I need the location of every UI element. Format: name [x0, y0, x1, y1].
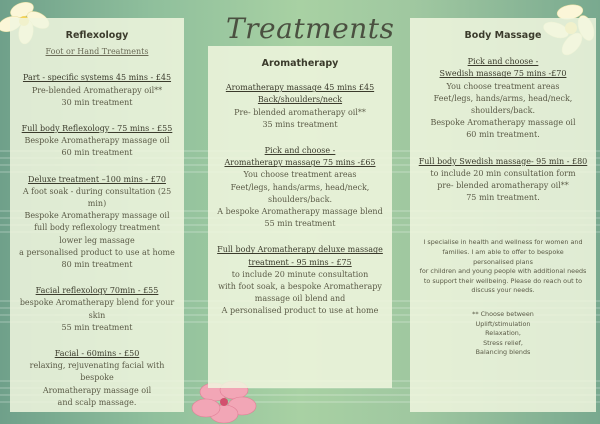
treatment-line: Pre-blended Aromatherapy oil**: [31, 85, 163, 95]
treatment-line: 55 min treatment: [61, 322, 133, 332]
treatment-title: Pick and choose -: [467, 57, 539, 67]
treatment-title: Back/shoulders/neck: [257, 95, 343, 105]
treatment-line: Bespoke Aromatherapy massage oil: [24, 136, 170, 146]
treatment-line: 60 min treatment: [61, 148, 133, 158]
treatment-line: shoulders/back.: [267, 194, 333, 204]
treatment-line: A foot soak - during consultation (25 min): [22, 186, 172, 209]
about-line: to support their wellbeing. Please do reach out to: [423, 276, 583, 285]
treatment-item: [14, 174, 180, 272]
treatment-item: [14, 123, 180, 160]
treatment-line: 60 min treatment.: [466, 130, 540, 140]
about-line: families. I am able to offer to bespoke: [442, 248, 564, 257]
treatment-line: Bespoke Aromatherapy massage oil: [430, 118, 576, 128]
treatment-line: a personalised product to use at home: [19, 247, 175, 257]
treatment-line: shoulders/back.: [470, 106, 536, 116]
treatment-line: 75 min treatment.: [466, 193, 540, 203]
aromatherapy-panel: [208, 46, 392, 388]
treatment-title: Facial - 60mins - £50: [54, 349, 140, 359]
treatment-line: lower leg massage: [59, 235, 135, 245]
about-line: I specialise in health and wellness for women and: [423, 238, 583, 247]
treatment-line: 35 mins treatment: [262, 119, 338, 129]
treatment-line: 80 min treatment: [61, 260, 133, 270]
treatment-line: Bespoke Aromatherapy massage oil: [24, 211, 170, 221]
treatment-line: with foot soak, a bespoke Aromatherapy: [218, 282, 382, 292]
treatment-item: [212, 244, 388, 317]
reflexology-panel: [10, 18, 184, 412]
treatment-item: [14, 72, 180, 109]
treatment-line: Feet/legs, hands/arms, head/neck,: [433, 93, 573, 103]
oil-choice-line: Stress relief,: [483, 338, 523, 347]
treatment-line: You choose treatment areas: [243, 170, 357, 180]
reflexology-heading: Reflexology: [65, 30, 129, 41]
treatment-title: treatment - 95 mins - £75: [248, 257, 352, 267]
treatment-line: Pre- blended aromatherapy oil**: [234, 107, 366, 117]
treatment-item: [212, 82, 388, 131]
oil-choice-line: Relaxation,: [485, 329, 521, 338]
treatment-title: Aromatherapy massage 75 mins -£65: [224, 158, 376, 168]
treatment-title: Swedish massage 75 mins -£70: [439, 69, 567, 79]
treatment-line: A bespoke Aromatherapy massage blend: [217, 207, 383, 217]
treatment-line: You choose treatment areas: [446, 81, 560, 91]
treatment-line: bespoke Aromatherapy blend for your skin: [19, 298, 175, 320]
treatment-title: Full body Reflexology - 75 mins - £55: [21, 124, 173, 134]
reflexology-subheading: Foot or Hand Treatments: [45, 47, 149, 57]
treatment-title: Facial reflexology 70min - £55: [35, 286, 159, 296]
treatment-line: to include 20 minute consultation: [231, 269, 369, 279]
treatment-line: relaxing, rejuvenating facial with bespoke: [29, 361, 165, 383]
treatment-line: pre- blended aromatherapy oil**: [437, 181, 569, 191]
treatment-line: Feet/legs, hands/arms, head/neck,: [230, 182, 370, 192]
treatment-line: massage oil blend and: [254, 294, 346, 304]
treatment-title: Deluxe treatment –100 mins - £70: [28, 174, 166, 184]
treatment-line: Aromatherapy massage oil: [42, 385, 152, 395]
treatment-line: 55 min treatment: [264, 219, 336, 229]
oil-choice-line: Balancing blends: [475, 348, 531, 357]
treatment-title: Aromatherapy massage 45 mins £45: [225, 83, 375, 93]
oil-choice-line: Uplift/stimulation: [475, 319, 531, 328]
about-line: personalised plans: [473, 257, 533, 266]
oil-choice-list: [414, 310, 592, 358]
treatment-item: [414, 56, 592, 141]
about-line: discuss your needs.: [471, 286, 535, 295]
treatment-item: [14, 285, 180, 334]
treatment-item: [14, 348, 180, 409]
treatment-title: Full body Aromatherapy deluxe massage: [217, 245, 383, 255]
aromatherapy-heading: Aromatherapy: [261, 58, 339, 69]
treatment-line: full body reflexology treatment: [34, 223, 160, 233]
oil-choice-line: ** Choose between: [472, 310, 534, 318]
body-massage-panel: [410, 18, 596, 412]
treatment-title: Part - specific systems 45 mins - £45: [22, 73, 172, 83]
treatment-item: [414, 156, 592, 205]
treatment-line: 30 min treatment: [61, 97, 133, 107]
treatment-line: to include 20 min consultation form: [430, 168, 576, 178]
body-massage-heading: Body Massage: [464, 30, 542, 41]
treatment-line: and scalp massage.: [57, 397, 137, 407]
treatment-title: Full body Swedish massage- 95 min - £80: [418, 156, 588, 166]
treatment-line: A personalised product to use at home: [221, 306, 379, 316]
about-line: for children and young people with additional needs: [419, 267, 587, 276]
page-title: Treatments: [226, 12, 395, 45]
treatment-title: Pick and choose -: [264, 146, 336, 156]
treatment-item: [212, 145, 388, 230]
about-text: [414, 238, 592, 296]
